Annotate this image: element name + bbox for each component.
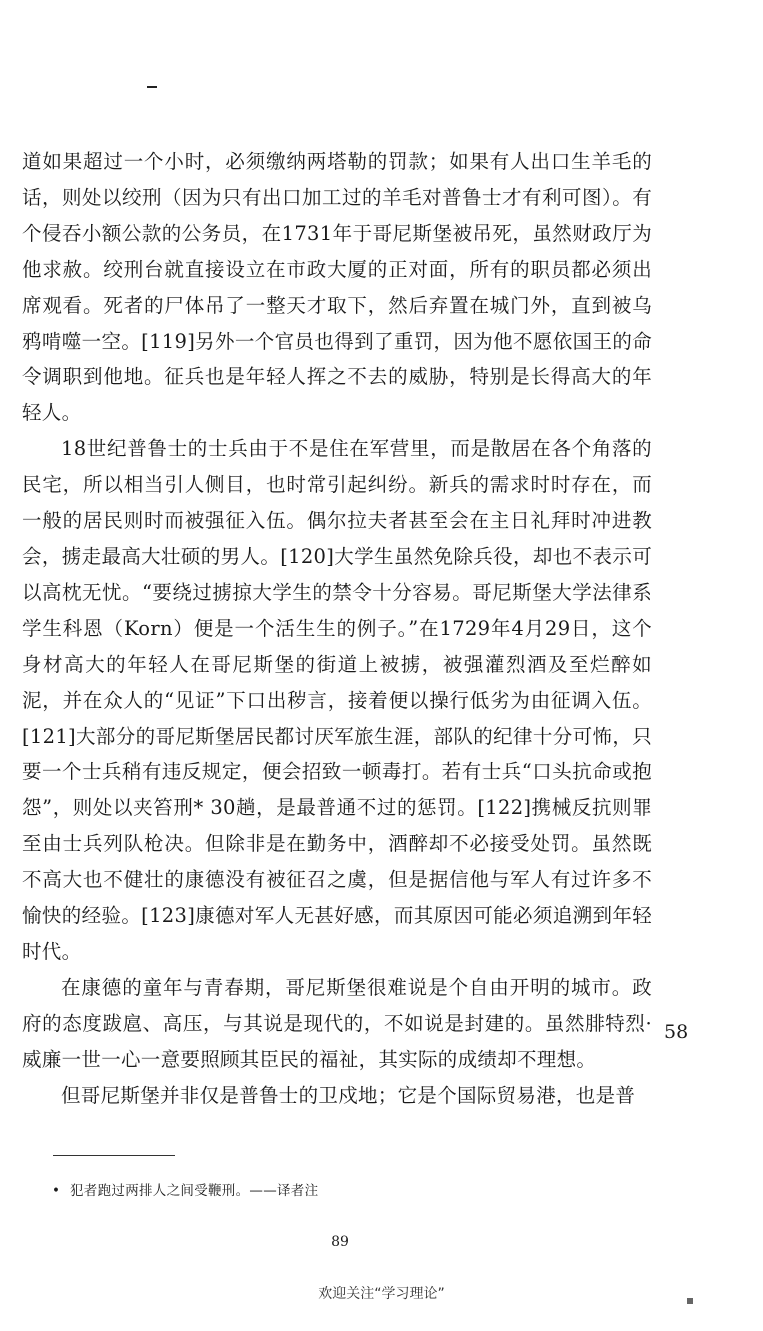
paragraph-1: 道如果超过一个小时，必须缴纳两塔勒的罚款；如果有人出口生羊毛的话，则处以绞刑（因为只有出口加工过的羊毛对普鲁士才有利可图）。有个侵吞小额公款的公务员，在1731年于哥尼斯堡被吊死，虽然财政厅为他求赦。绞刑台就直接设立在市政大厦的正对面，所有的职员都必须出席观看。死者的尸体吊了一整天才取下，然后弃置在城门外，直到被乌鸦啃噬一空。[119]另外一个官员也得到了重罚，因为他不愿依国王的命令调职到他地。征兵也是年轻人挥之不去的威胁，特别是长得高大的年轻人。 (22, 150, 652, 425)
footnote-rule (53, 1155, 175, 1156)
margin-page-reference: 58 (664, 1021, 689, 1043)
paragraph-3: 在康德的童年与青春期，哥尼斯堡很难说是个自由开明的城市。政府的态度跋扈、高压，与其说是现代的，不如说是封建的。虽然腓特烈·威廉一世一心一意要照顾其臣民的福祉，其实际的成绩却不理想。 (22, 975, 652, 1071)
top-mark (147, 86, 157, 88)
body-text (22, 144, 652, 1113)
paragraph-4: 但哥尼斯堡并非仅是普鲁士的卫戍地；它是个国际贸易港，也是普 (61, 1083, 636, 1107)
footnote-marker: • (52, 1183, 61, 1199)
page-number: 89 (331, 1234, 349, 1250)
scan-speck (687, 1298, 693, 1304)
paragraph-2: 18世纪普鲁士的士兵由于不是住在军营里，而是散居在各个角落的民宅，所以相当引人侧目，也时常引起纠纷。新兵的需求时时存在，而一般的居民则时而被强征入伍。偶尔拉夫者甚至会在主日礼拜时冲进教会，掳走最高大壮硕的男人。[120]大学生虽然免除兵役，却也不表示可以高枕无忧。“要绕过掳掠大学生的禁令十分容易。哥尼斯堡大学法律系学生科恩（Korn）便是一个活生生的例子。”在1729年4月29日，这个身材高大的年轻人在哥尼斯堡的街道上被掳，被强灌烈酒及至烂醉如泥，并在众人的“见证”下口出秽言，接着便以操行低劣为由征调入伍。[121]大部分的哥尼斯堡居民都讨厌军旅生涯，部队的纪律十分可怖，只要一个士兵稍有违反规定，便会招致一顿毒打。若有士兵“口头抗命或抱怨”，则处以夹笞刑* 30趟，是最普通不过的惩罚。[122]携械反抗则罪至由士兵列队枪决。但除非是在勤务中，酒醉却不必接受处罚。虽然既不高大也不健壮的康德没有被征召之虞，但是据信他与军人有过许多不愉快的经验。[123]康德对军人无甚好感，而其原因可能必须追溯到年轻时代。 (22, 437, 652, 963)
watermark-text: 欢迎关注“学习理论” (318, 1286, 445, 1302)
footnote (52, 1182, 318, 1200)
footnote-text: 犯者跑过两排人之间受鞭刑。——译者注 (70, 1183, 319, 1199)
